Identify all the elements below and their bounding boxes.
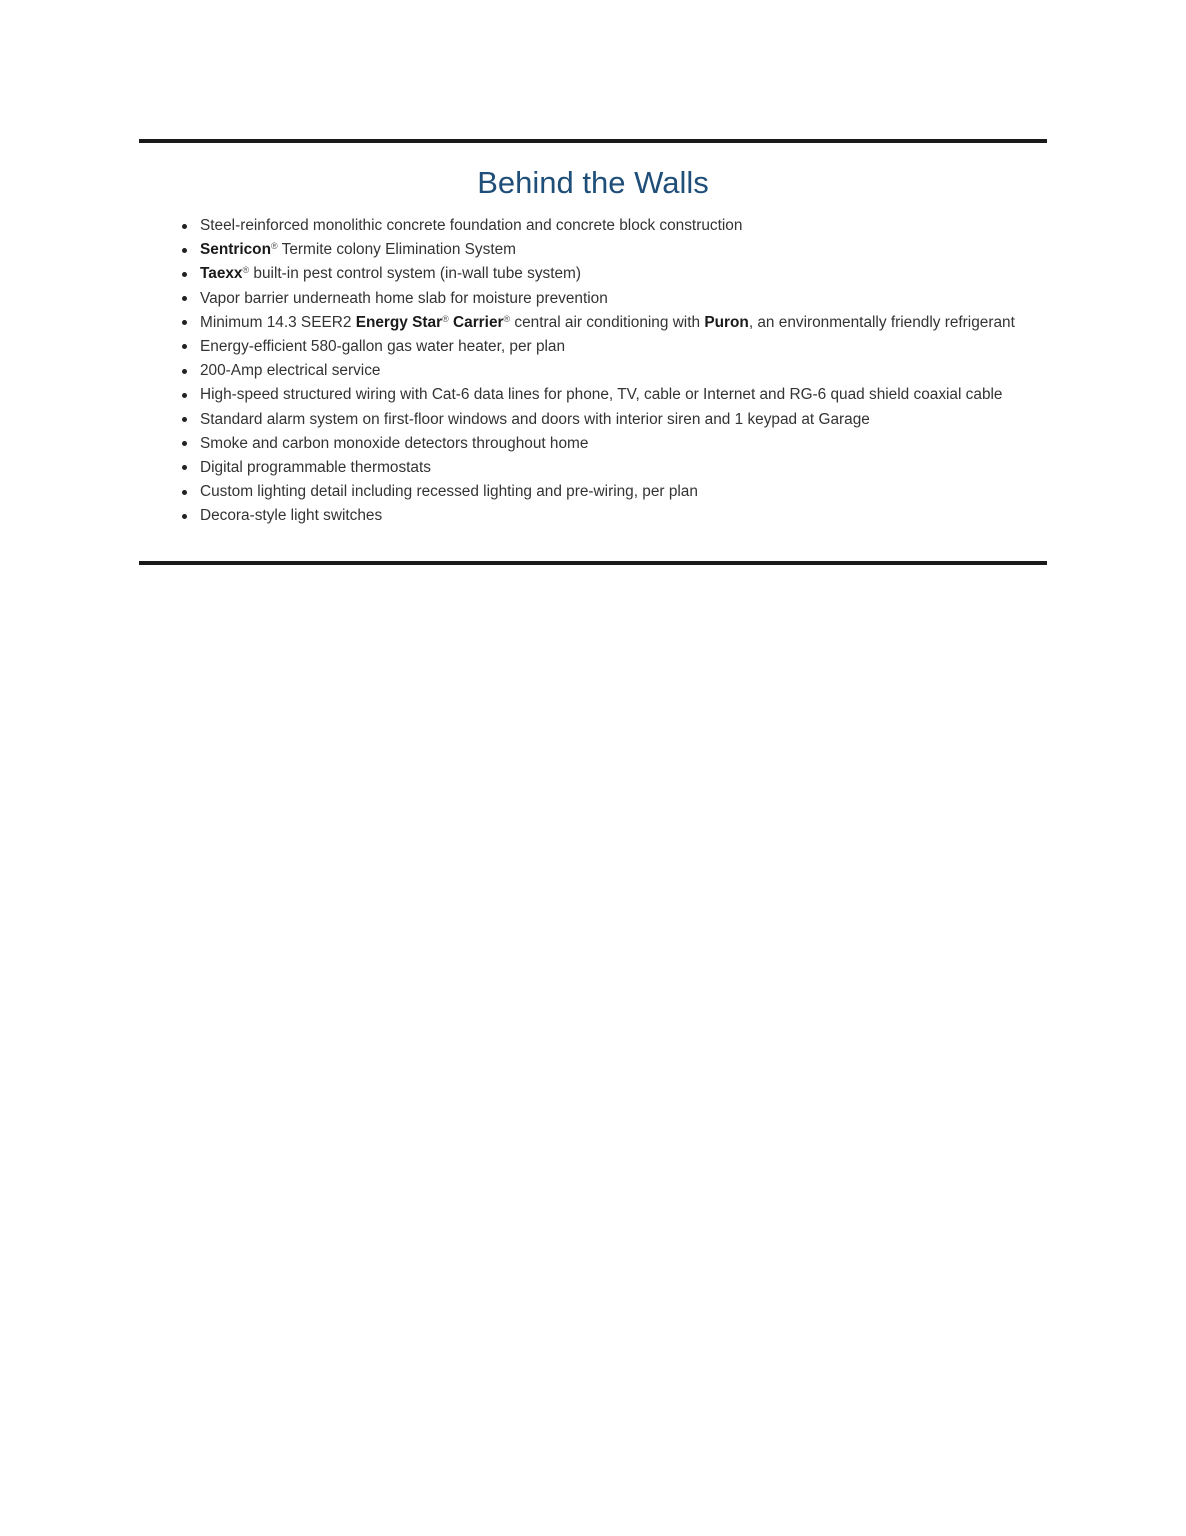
item-text: , an environmentally friendly refrigerant — [748, 313, 1015, 331]
item-text: Digital programmable thermostats — [200, 458, 431, 476]
list-item — [200, 432, 1080, 456]
brand-name: Carrier — [453, 313, 504, 331]
list-item — [200, 214, 1080, 238]
bottom-divider — [139, 561, 1047, 565]
item-text: High-speed structured wiring with Cat-6 data lines for phone, TV, cable or Internet and RG-6 quad shield coaxial cable — [200, 386, 1003, 404]
item-text: Energy-efficient 580-gallon gas water heater, per plan — [200, 337, 566, 355]
item-text: Smoke and carbon monoxide detectors throughout home — [200, 434, 589, 452]
list-item — [200, 408, 1080, 432]
list-item — [200, 504, 1080, 528]
item-text: central air conditioning with — [510, 313, 705, 331]
list-item — [200, 335, 1080, 359]
feature-list — [200, 214, 1080, 528]
registered-mark: ® — [442, 313, 449, 324]
brand-name: Energy Star — [355, 313, 443, 331]
item-text: Steel-reinforced monolithic concrete foundation and concrete block construction — [200, 217, 743, 234]
list-item — [200, 238, 1080, 262]
item-text: Decora-style light switches — [200, 507, 383, 525]
brand-name: Sentricon — [200, 241, 271, 259]
registered-mark: ® — [270, 241, 278, 252]
item-text: Custom lighting detail including recessed lighting and pre-wiring, per plan — [200, 483, 698, 501]
list-item — [200, 359, 1080, 383]
list-item — [200, 456, 1080, 480]
item-text: Vapor barrier underneath home slab for moisture prevention — [200, 289, 608, 307]
list-item — [200, 480, 1080, 504]
item-prefix: Minimum 14.3 SEER2 — [200, 313, 356, 331]
item-text: built-in pest control system (in-wall tube system) — [249, 265, 582, 283]
brand-name: Puron — [704, 313, 749, 331]
registered-mark: ® — [503, 313, 511, 324]
item-text: Standard alarm system on first-floor windows and doors with interior siren and 1 keypad at Garage — [200, 410, 870, 428]
top-divider — [139, 139, 1047, 143]
brand-name: Taexx — [200, 265, 243, 283]
list-item — [200, 287, 1080, 311]
item-text: 200-Amp electrical service — [200, 362, 381, 380]
item-text: Termite colony Elimination System — [277, 241, 516, 259]
registered-mark: ® — [242, 265, 250, 276]
list-item — [200, 311, 1080, 335]
list-item — [200, 383, 1080, 407]
section-title: Behind the Walls — [477, 165, 709, 200]
list-item — [200, 262, 1080, 286]
